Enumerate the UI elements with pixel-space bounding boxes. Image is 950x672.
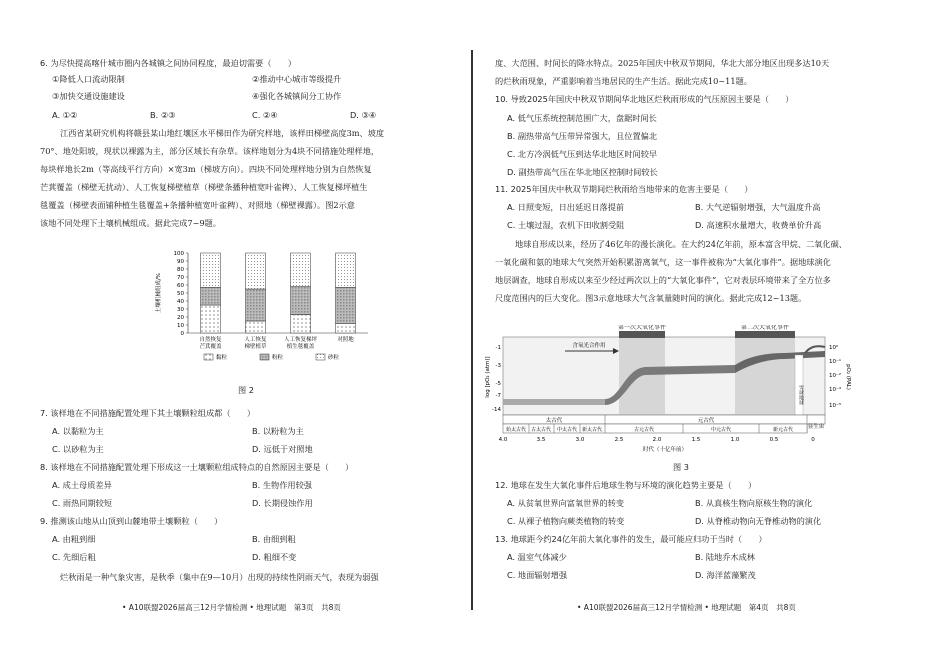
eon-proterozoic: 元古代 xyxy=(697,418,715,424)
q7-option-a: A. 以黏粒为主 xyxy=(52,426,104,436)
legend-swatch-黏粒 xyxy=(204,354,213,360)
photosynthesis-label: 含氧光合作用 xyxy=(572,343,606,349)
x-tick: 2.0 xyxy=(652,437,662,443)
x-tick: 0.5 xyxy=(769,437,779,443)
q6-option-a: A. ①② xyxy=(52,110,78,120)
figure-3-caption: 图 3 xyxy=(673,462,689,472)
x-tick: 3.0 xyxy=(575,437,585,443)
x-tick: 1.0 xyxy=(730,437,740,443)
q12-option-d: D. 从脊椎动物向无脊椎动物的演化 xyxy=(695,516,822,526)
x-tick: 0 xyxy=(811,437,815,443)
event-2-band xyxy=(735,337,795,415)
bar-segment-粉粒 xyxy=(336,287,356,323)
eon-phanerozoic: 显生宙 xyxy=(807,424,825,430)
q10-option-b: B. 副热带高气压带异常强大，且位置偏北 xyxy=(507,131,658,141)
y-tick-label: 0 xyxy=(180,331,184,337)
y-right-tick: 10⁰ xyxy=(829,345,839,351)
event-2-label: 第二次大氧化事件 xyxy=(740,325,790,331)
q11-option-d: D. 高速积水量增大，收费单价升高 xyxy=(695,220,822,230)
bar-segment-粉粒 xyxy=(291,287,311,315)
passage-2-line-1: 江西省某研究机构将赣县某山地红壤区水平梯田作为研究样地，该样田梯壁高度3m、坡度 xyxy=(60,128,385,138)
q9-stem: 9. 推测该山地从山顶到山麓地带土壤颗粒（ ） xyxy=(40,516,223,526)
y-tick-label: 50 xyxy=(177,291,184,297)
passage-4-line-2: 一氧化碳和氨的地球大气突然开始积累游离氧气，这一事件被称为“大氧化事件”。据地球演化 xyxy=(495,257,831,267)
legend-label: 粉粒 xyxy=(272,355,284,361)
bar-segment-砂粒 xyxy=(291,253,311,287)
q7-option-d: D. 远低于对照地 xyxy=(252,444,313,454)
page-divider xyxy=(471,50,473,610)
q10-stem: 10. 导致2025年国庆中秋双节期间华北地区烂秋雨形成的气压原因主要是（ ） xyxy=(495,94,794,104)
passage-2-line-5: 毯覆盖（梯壁表面铺种植生毯覆盖+条播种植宽叶雀稗）、对照地（梯壁裸露）。图2示意 xyxy=(40,200,355,210)
x-tick: 4.0 xyxy=(498,437,508,443)
q6-stem: 6. 为尽快提高喀什城市圈内各城镇之间协同程度，最迫切需要（ ） xyxy=(40,58,297,68)
q6-item-3: ③加快交通设施建设 xyxy=(52,91,125,101)
q6-item-2: ②推动中心城市等级提升 xyxy=(252,74,342,84)
bar-segment-黏粒 xyxy=(336,323,356,333)
q9-option-c: C. 先细后粗 xyxy=(52,552,96,562)
q6-item-4: ④强化各城镇间分工协作 xyxy=(252,91,342,101)
q12-option-a: A. 从贫氧世界向富氧世界的转变 xyxy=(507,498,625,508)
era-paleoarchean: 古太古代 xyxy=(530,427,552,433)
bar-segment-黏粒 xyxy=(201,305,221,333)
bar-segment-黏粒 xyxy=(246,321,266,333)
legend-swatch-砂粒 xyxy=(316,354,325,360)
y-right-tick: 10⁻⁵ xyxy=(829,403,842,409)
y-axis-label: 土壤机械组成/% xyxy=(156,272,162,314)
q8-option-a: A. 成土母质差异 xyxy=(52,480,112,490)
figure-2-caption: 图 2 xyxy=(238,385,254,395)
era-paleoproterozoic: 古元古代 xyxy=(633,427,655,433)
q13-option-c: C. 地面辐射增强 xyxy=(507,570,568,580)
y-tick-label: 40 xyxy=(177,299,184,305)
passage-2-line-4: 芒萁覆盖（梯壁无扰动）、人工恢复梯壁植草（梯壁条播种植宽叶雀稗）、人工恢复梯坪植生 xyxy=(40,182,368,192)
figure-3-oxygen-evolution xyxy=(485,325,915,455)
q6-item-1: ①降低人口流动限制 xyxy=(52,74,125,84)
y-axis-left-label: log [pO₂ (atm)] xyxy=(485,356,491,398)
q8-option-c: C. 雨热同期较短 xyxy=(52,498,113,508)
y-left-tick: -3 xyxy=(495,363,501,369)
y-tick-label: 80 xyxy=(177,267,184,273)
category-label: 自然恢复 xyxy=(199,337,222,343)
passage-2-line-3: 每块样地长2m（等高线平行方向）×宽3m（梯坡方向）。四块不同处理样地分别为自然恢复 xyxy=(40,164,372,174)
q12-stem: 12. 地球在发生大氧化事件后地球生物与环境的演化趋势主要是（ ） xyxy=(495,480,757,490)
era-mesoproterozoic: 中元古代 xyxy=(710,427,732,433)
legend-label: 黏粒 xyxy=(216,355,228,361)
y-tick-label: 30 xyxy=(177,307,184,313)
y-left-tick: -1 xyxy=(495,345,501,351)
page-3 xyxy=(40,0,460,672)
q13-option-a: A. 温室气体减少 xyxy=(507,552,567,562)
y-tick-label: 60 xyxy=(177,283,184,289)
q8-stem: 8. 该样地在不同措施配置处理下形成这一土壤颗粒组成特点的自然原因主要是（ ） xyxy=(40,462,354,472)
bar-segment-粉粒 xyxy=(246,289,266,321)
eon-archean: 太古代 xyxy=(545,418,563,424)
y-left-tick: -14 xyxy=(492,407,501,413)
passage-3-start: 烂秋雨是一种气象灾害，是秋季（集中在9—10月）出现的持续性阴雨天气，表现为弱强 xyxy=(60,572,379,582)
y-right-tick: 10⁻¹ xyxy=(829,359,842,365)
y-right-tick: 10⁻³ xyxy=(829,387,842,393)
q7-option-b: B. 以粉粒为主 xyxy=(252,426,304,436)
category-label: 芒萁覆盖 xyxy=(199,344,222,350)
y-left-tick: -7 xyxy=(495,393,501,399)
q11-stem: 11. 2025年国庆中秋双节期间烂秋雨给当地带来的危害主要是（ ） xyxy=(495,184,753,194)
event-1-label: 第一次大氧化事件 xyxy=(617,325,667,331)
q10-option-a: A. 低气压系统控制范围广大，盘踞时间长 xyxy=(507,113,657,123)
era-neoarchean: 新太古代 xyxy=(581,427,603,433)
q13-stem: 13. 地球距今约24亿年前大氧化事件的发生，最可能应归功于当时（ ） xyxy=(495,534,767,544)
q12-option-b: B. 从真核生物向原核生物的演化 xyxy=(695,498,813,508)
bar-segment-粉粒 xyxy=(201,287,221,305)
q6-option-b: B. ②③ xyxy=(150,110,176,120)
q11-option-b: B. 大气逆辐射增强，大气温度升高 xyxy=(695,202,821,212)
x-tick: 1.5 xyxy=(691,437,701,443)
footer-page-4: • A10联盟2026届高三12月学情检测 • 地理试题 第4页 共8页 xyxy=(577,603,796,612)
y-tick-label: 10 xyxy=(177,323,184,329)
q8-option-d: D. 长期侵蚀作用 xyxy=(252,498,313,508)
passage-4-line-1: 地球自形成以来，经历了46亿年的漫长演化。在大约24亿年前，原本富含甲烷、二氧化碳、 xyxy=(515,239,847,249)
q6-option-d: D. ③④ xyxy=(350,110,377,120)
event-2-bar xyxy=(735,331,795,338)
q8-option-b: B. 生物作用较强 xyxy=(252,480,312,490)
y-left-tick: -5 xyxy=(495,381,501,387)
footer-page-3: • A10联盟2026届高三12月学情检测 • 地理试题 第3页 共8页 xyxy=(122,603,341,612)
passage-2-line-2: 70°、地处阳坡，现状以裸露为主，部分区域长有杂草。该样地划分为4块不同措施处理样地， xyxy=(40,146,380,156)
bar-segment-砂粒 xyxy=(201,253,221,287)
y-axis-right-label: pO₂ (PAL) xyxy=(845,364,851,390)
bar-segment-砂粒 xyxy=(336,253,356,287)
category-label: 人工恢复 xyxy=(244,337,267,343)
y-right-tick: 10⁻² xyxy=(829,373,842,379)
y-tick-label: 100 xyxy=(173,251,184,257)
era-eoarchean: 始太古代 xyxy=(505,427,527,433)
era-mesoarchean: 中太古代 xyxy=(556,427,578,433)
snowball-earth-label: 雪球地球 xyxy=(798,385,804,405)
q9-option-b: B. 由细到粗 xyxy=(252,534,296,544)
q9-option-d: D. 粗细不变 xyxy=(252,552,297,562)
category-label: 人工恢复梯坪 xyxy=(283,337,318,343)
archean-oxygen-band xyxy=(503,399,605,405)
q11-option-c: C. 土壤过湿，农机下田收割受阻 xyxy=(507,220,625,230)
q10-option-d: D. 副热带高气压在华北地区控制时间较长 xyxy=(507,167,658,177)
y-tick-label: 20 xyxy=(177,315,184,321)
passage-4-line-3: 地层调查，地球自形成以来至少经过两次以上的“大氧化事件”，它对表层环境带来了全方位多 xyxy=(495,275,831,285)
y-tick-label: 70 xyxy=(177,275,184,281)
q9-option-a: A. 由粗到细 xyxy=(52,534,96,544)
x-tick: 2.5 xyxy=(614,437,624,443)
passage-2-line-6: 该地不同处理下土壤机械组成。据此完成7~9题。 xyxy=(40,218,222,228)
q11-option-a: A. 日照变短，日出延迟日落提前 xyxy=(507,202,625,212)
bar-segment-砂粒 xyxy=(246,253,266,289)
q12-option-c: C. 从裸子植物向蕨类植物的转变 xyxy=(507,516,625,526)
category-label: 梯壁植草 xyxy=(244,344,267,350)
page-4 xyxy=(485,0,915,672)
event-1-band xyxy=(619,337,665,415)
legend-label: 砂粒 xyxy=(328,355,340,361)
q6-option-c: C. ②④ xyxy=(252,110,278,120)
category-label: 对照地 xyxy=(337,337,354,343)
event-1-bar xyxy=(619,331,665,338)
legend-swatch-粉粒 xyxy=(260,354,269,360)
y-tick-label: 90 xyxy=(177,259,184,265)
q13-option-b: B. 陆地乔木成林 xyxy=(695,552,755,562)
q7-stem: 7. 该样地在不同措施配置处理下其土壤颗粒组成都（ ） xyxy=(40,408,256,418)
figure-2-stacked-bar-chart xyxy=(148,245,388,375)
x-tick: 3.5 xyxy=(536,437,546,443)
passage-4-line-4: 尺度范围内的巨大变化。图3示意地球大气含氧量随时间的演化。据此完成12~13题。 xyxy=(495,293,807,303)
passage-3-line-2: 度、大范围、时间长的降水特点。2025年国庆中秋双节期间，华北大部分地区出现多达10天 xyxy=(495,58,830,68)
passage-3-line-3: 的烂秋雨现象，严重影响着当地居民的生产生活。据此完成10~11题。 xyxy=(495,76,752,86)
bar-segment-黏粒 xyxy=(291,315,311,333)
q13-option-d: D. 海洋蓝藻繁茂 xyxy=(695,570,756,580)
era-neoproterozoic: 新元古代 xyxy=(772,427,794,433)
x-axis-label: 时代（十亿年前） xyxy=(642,447,688,453)
q7-option-c: C. 以砂粒为主 xyxy=(52,444,104,454)
category-label: 植生毯覆盖 xyxy=(286,344,315,350)
q10-option-c: C. 北方冷涡低气压到达华北地区时间较早 xyxy=(507,149,658,159)
